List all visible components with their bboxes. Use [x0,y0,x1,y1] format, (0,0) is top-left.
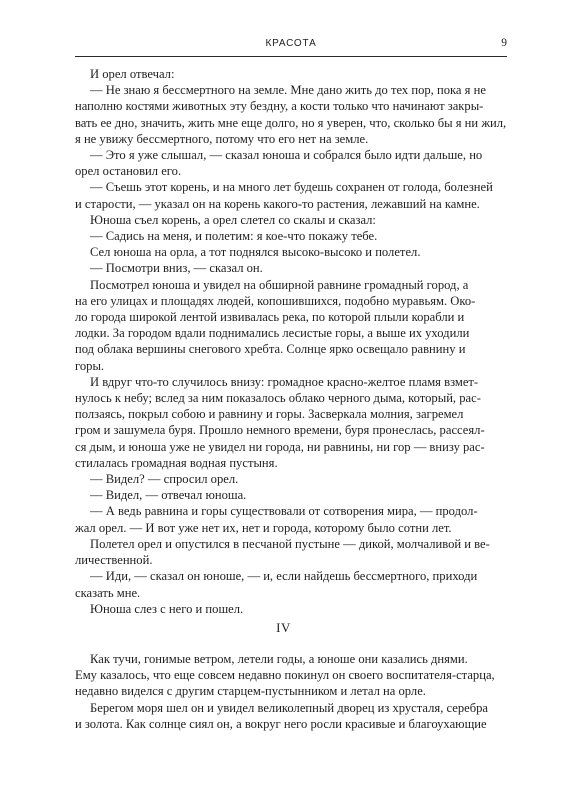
body-text-top [75,66,507,617]
chapter-title: КРАСОТА [265,38,317,49]
paragraph: Полетел орел и опустился в песчаной пустыне — дикой, молчаливой и ве- личественной. [75,536,490,568]
page-number: 9 [501,37,507,49]
paragraph: Сел юноша на орла, а тот поднялся высоко-высоко и полетел. [90,245,421,260]
paragraph: Юноша съел корень, а орел слетел со скалы и сказал: [90,212,376,227]
paragraph: И орел отвечал: [90,67,175,81]
body-text-bottom [75,651,507,732]
paragraph: — Это я уже слышал, — сказал юноша и собрался было идти дальше, но орел остановил его. [75,148,483,179]
paragraph: — Съешь этот корень, и на много лет будешь сохранен от голода, болезней и старости, — указал он на корень какого-то растения, лежавший на камне. [75,180,493,211]
paragraph: Юноша слез с него и пошел. [90,601,244,616]
section-number: IV [276,620,291,635]
paragraph: — Садись на меня, и полетим: я кое-что покажу тебе. [90,229,378,244]
paragraph: — Иди, — сказал он юноше, — и, если найдешь бессмертного, приходи сказать мне. [75,569,478,600]
paragraph: — Видел, — отвечал юноша. [90,488,247,503]
paragraph: — Не знаю я бессмертного на земле. Мне дано жить до тех пор, пока я не наполню костями животных эту бездну, а кости только что начинают закры- вать ее дно, значить, жить мне еще долго, но я уверен, что, сколько бы я ни жил, я не увижу бессмертного, потому что его нет на земле. [75,83,507,146]
paragraph: Берегом моря шел он и увидел великолепный дворец из хрусталя, серебра и золота. Как солнце сиял он, а вокруг него росли красивые и благоухающие [75,700,489,731]
paragraph: Посмотрел юноша и увидел на обширной равнине громадный город, а на его улицах и площадях людей, копошившихся, подобно муравьям. Око- ло города широкой лентой извивалась река, по которой плыли корабли и лодки. За городом вдали поднимались лесистые горы, а выше их уходили под облака вершины снегового хребта. Солнце ярко освещало равнину и горы. [75,277,476,373]
paragraph: — Посмотри вниз, — сказал он. [90,261,263,276]
running-header [75,36,507,57]
paragraph: — А ведь равнина и горы существовали от сотворения мира, — продол- жал орел. — И вот уже нет их, нет и города, которому было сотни лет. [75,504,478,535]
paragraph: Как тучи, гонимые ветром, летели годы, а юноше они казались днями. Ему казалось, что еще совсем недавно покинул он своего воспитателя-старца, недавно виделся с другим старцем-пустынником и летал на орле. [75,652,495,699]
paragraph: И вдруг что-то случилось внизу: громадное красно-желтое пламя взмет- нулось к небу; вслед за ним показалось облако черного дыма, который, рас- ползаясь, покрыл собою и равнину и горы. Засверкала молния, загремел гром и зашумела буря. Прошло немного времени, буря пронеслась, рассеял- ся дым, и юноша уже не увидел ни города, ни равнины, ни гор — внизу рас- стилалась громадная водная пустыня. [75,374,485,470]
paragraph: — Видел? — спросил орел. [90,472,239,487]
